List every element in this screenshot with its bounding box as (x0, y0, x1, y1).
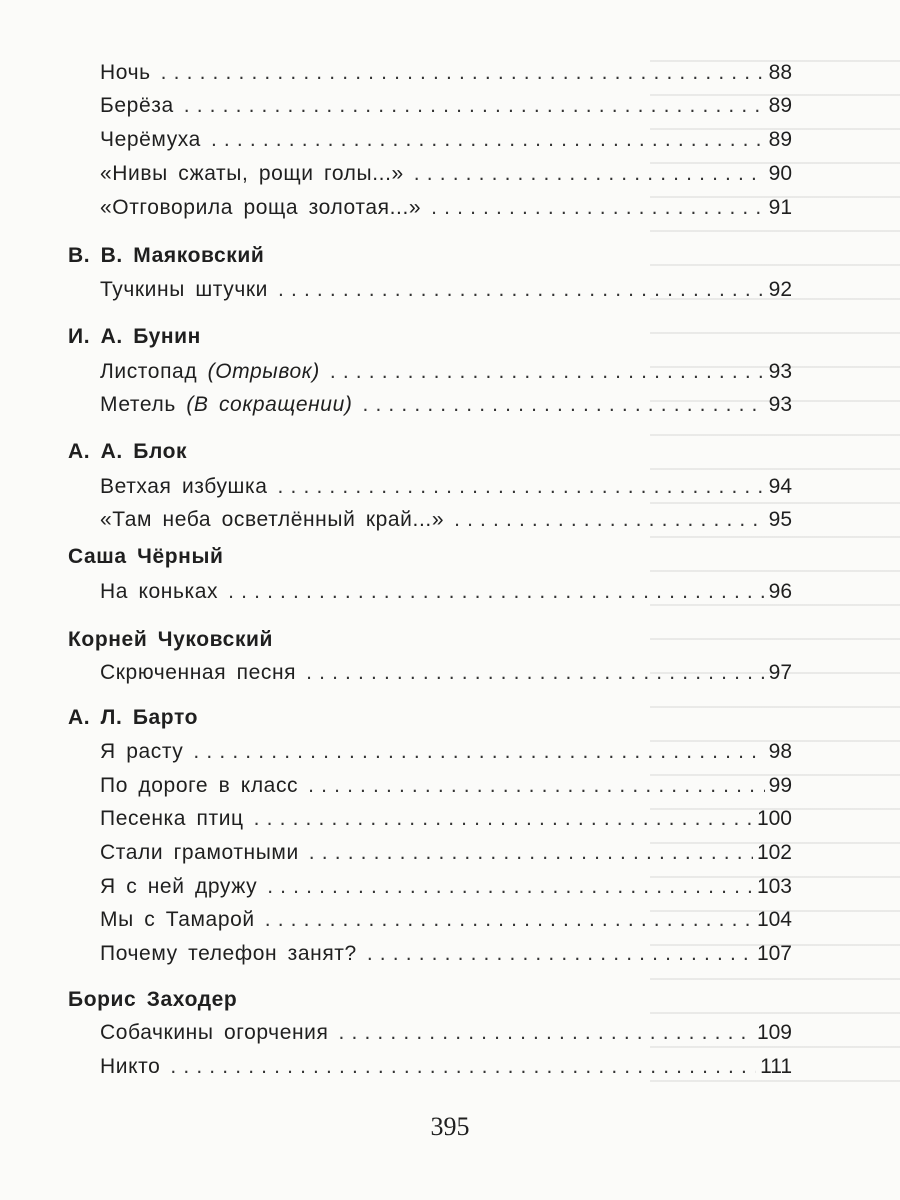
entry-title (100, 1018, 329, 1048)
dot-leader (431, 193, 764, 223)
entry-page-number: 92 (768, 278, 792, 301)
title-text: Ночь (100, 61, 151, 84)
dot-leader (330, 357, 765, 387)
entry-page-number: 99 (768, 774, 792, 797)
entry-page-number: 100 (756, 807, 792, 830)
entry-title (100, 193, 421, 223)
author-heading (68, 542, 224, 572)
toc-entry[interactable] (100, 872, 792, 902)
title-text: «Там неба осветлённый край...» (100, 508, 445, 531)
toc-entry[interactable] (100, 505, 792, 535)
entry-page-number: 107 (756, 942, 792, 965)
title-text: Я с ней дружу (100, 875, 258, 898)
entry-title (100, 804, 244, 834)
title-text: А. А. Блок (68, 440, 188, 463)
toc-entry[interactable] (100, 91, 792, 121)
entry-page-number: 89 (768, 128, 792, 151)
dot-leader (339, 1018, 753, 1048)
entry-page-number: 96 (768, 580, 792, 603)
author-name (68, 241, 264, 271)
entry-page-number: 98 (768, 740, 792, 763)
dot-leader (454, 505, 765, 535)
title-text: Собачкины огорчения (100, 1021, 329, 1044)
title-text: Почему телефон занят? (100, 942, 357, 965)
entry-page-number: 88 (768, 61, 792, 84)
entry-title (100, 838, 299, 868)
author-name (68, 437, 187, 467)
toc-entry[interactable] (100, 159, 792, 189)
entry-title (100, 58, 151, 88)
entry-title (100, 658, 296, 688)
entry-page-number: 91 (768, 196, 792, 219)
entry-page-number: 102 (756, 841, 792, 864)
title-text: Мы с Тамарой (100, 908, 255, 931)
toc-entry[interactable] (100, 737, 792, 767)
entry-page-number: 95 (768, 508, 792, 531)
dot-leader (211, 125, 765, 155)
author-heading (68, 703, 198, 733)
dot-leader (265, 905, 753, 935)
toc-entry[interactable] (100, 357, 792, 387)
entry-title (100, 577, 218, 607)
title-text: В. В. Маяковский (68, 244, 265, 267)
title-text: Саша Чёрный (68, 545, 224, 568)
entry-note: (В сокращении) (186, 393, 353, 416)
entry-title (100, 125, 201, 155)
author-heading (68, 322, 201, 352)
title-text: Метель (100, 393, 176, 416)
author-name (68, 625, 273, 655)
title-text: Песенка птиц (100, 807, 244, 830)
title-text: «Отговорила роща золотая...» (100, 196, 422, 219)
entry-page-number: 111 (760, 1055, 792, 1078)
dot-leader (414, 159, 765, 189)
entry-page-number: 93 (768, 393, 792, 416)
toc-entry[interactable] (100, 275, 792, 305)
entry-page-number: 89 (768, 94, 792, 117)
entry-title (100, 472, 268, 502)
title-text: На коньках (100, 580, 219, 603)
author-heading (68, 625, 273, 655)
entry-title (100, 771, 298, 801)
title-text: Берёза (100, 94, 174, 117)
entry-page-number: 90 (768, 162, 792, 185)
toc-entry[interactable] (100, 1018, 792, 1048)
dot-leader (306, 658, 765, 688)
toc-entry[interactable] (100, 939, 792, 969)
author-name (68, 542, 224, 572)
entry-title (100, 91, 174, 121)
title-text: Ветхая избушка (100, 475, 268, 498)
dot-leader (278, 472, 765, 502)
author-heading (68, 437, 187, 467)
toc-entry[interactable] (100, 804, 792, 834)
title-text: А. Л. Барто (68, 706, 198, 729)
title-text: «Нивы сжаты, рощи голы...» (100, 162, 404, 185)
title-text: Никто (100, 1055, 161, 1078)
dot-leader (184, 91, 765, 121)
author-heading (68, 985, 237, 1015)
entry-title (100, 737, 183, 767)
dot-leader (170, 1052, 756, 1082)
page-number: 395 (430, 1112, 470, 1141)
toc-entry[interactable] (100, 125, 792, 155)
title-text: Тучкины штучки (100, 278, 268, 301)
entry-page-number: 97 (768, 661, 792, 684)
entry-title (100, 505, 444, 535)
entry-title (100, 357, 320, 387)
entry-page-number: 103 (756, 875, 792, 898)
entry-title (100, 872, 257, 902)
entry-title (100, 905, 255, 935)
title-text: Листопад (100, 360, 198, 383)
dot-leader (309, 838, 753, 868)
title-text: Скрюченная песня (100, 661, 297, 684)
author-name (68, 985, 237, 1015)
toc-entry[interactable] (100, 58, 792, 88)
toc-entry[interactable] (100, 472, 792, 502)
entry-page-number: 109 (756, 1021, 792, 1044)
title-text: Стали грамотными (100, 841, 299, 864)
toc-entry[interactable] (100, 771, 792, 801)
entry-title (100, 159, 404, 189)
entry-title (100, 390, 352, 420)
title-text: Корней Чуковский (68, 628, 274, 651)
toc-entry[interactable] (100, 838, 792, 868)
title-text: По дороге в класс (100, 774, 299, 797)
title-text: Я расту (100, 740, 184, 763)
dot-leader (193, 737, 764, 767)
entry-note: (Отрывок) (207, 360, 320, 383)
author-name (68, 322, 201, 352)
dot-leader (161, 58, 765, 88)
title-text: И. А. Бунин (68, 325, 201, 348)
dot-leader (254, 804, 753, 834)
title-text: Борис Заходер (68, 988, 238, 1011)
dot-leader (367, 939, 753, 969)
toc-entry[interactable] (100, 390, 792, 420)
entry-title (100, 1052, 160, 1082)
dot-leader (308, 771, 764, 801)
dot-leader (278, 275, 765, 305)
entry-page-number: 93 (768, 360, 792, 383)
entry-title (100, 275, 268, 305)
toc-entry[interactable] (100, 1052, 792, 1082)
dot-leader (267, 872, 753, 902)
title-text: Черёмуха (100, 128, 201, 151)
toc-entry[interactable] (100, 658, 792, 688)
toc-entry[interactable] (100, 577, 792, 607)
dot-leader (228, 577, 764, 607)
author-name (68, 703, 198, 733)
toc-entry[interactable] (100, 193, 792, 223)
author-heading (68, 241, 264, 271)
entry-page-number: 104 (756, 908, 792, 931)
entry-page-number: 94 (768, 475, 792, 498)
toc-entry[interactable] (100, 905, 792, 935)
dot-leader (362, 390, 764, 420)
entry-title (100, 939, 357, 969)
